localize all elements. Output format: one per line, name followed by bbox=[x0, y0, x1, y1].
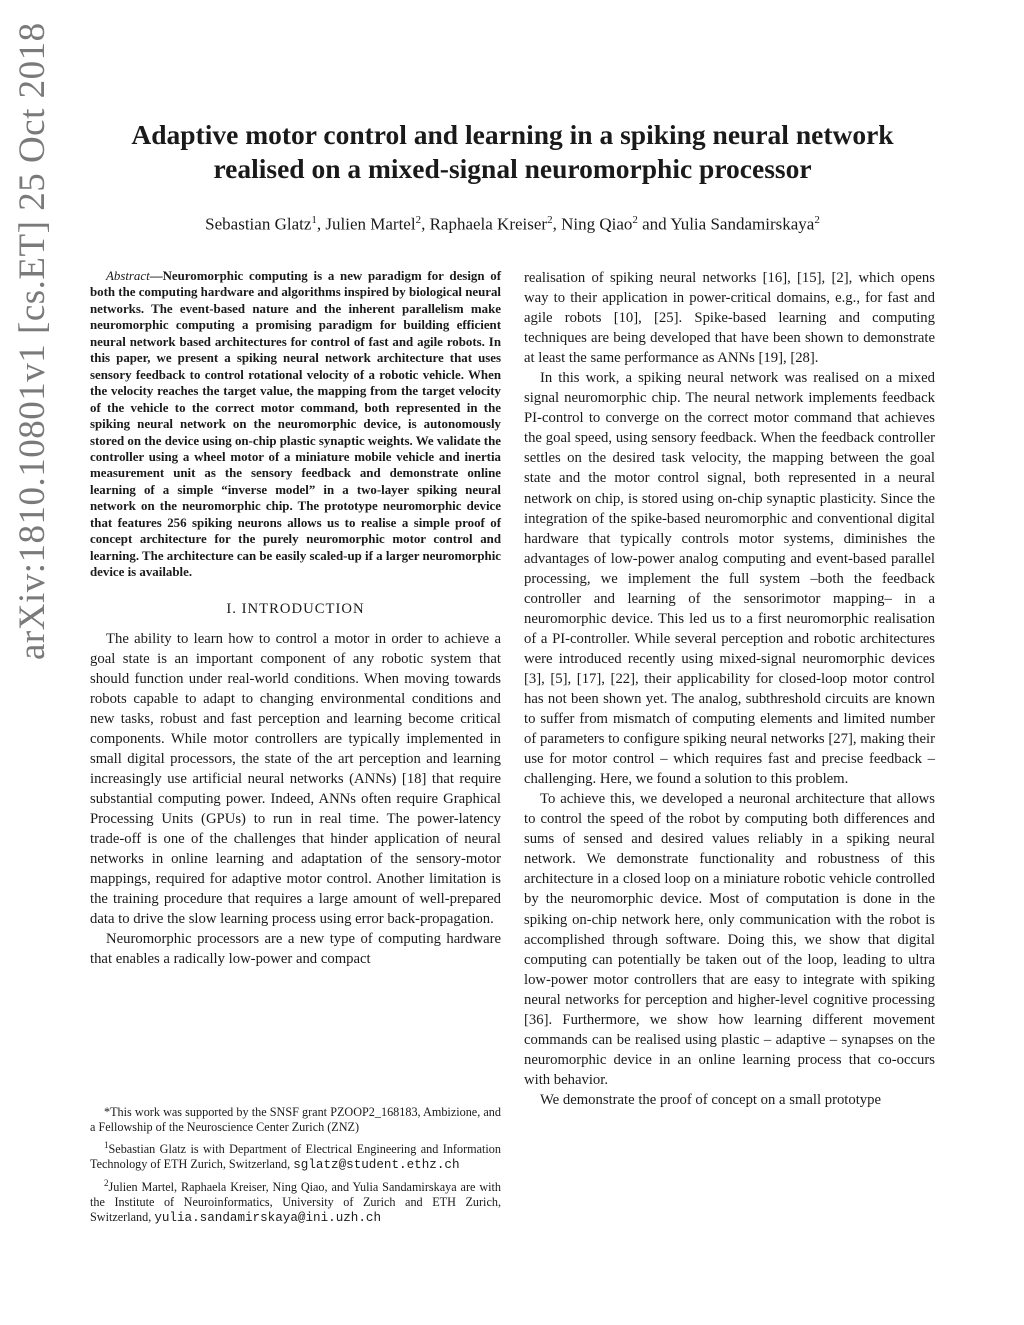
affiliation-mark: 2 bbox=[632, 214, 638, 226]
right-column bbox=[524, 268, 935, 1110]
author-separator: and bbox=[637, 214, 671, 234]
body-paragraph: Neuromorphic processors are a new type of computing hardware that enables a radically low-power and compact bbox=[90, 931, 501, 968]
footnote-mark: 2 bbox=[104, 1178, 109, 1189]
author-name: Ning Qiao bbox=[561, 214, 633, 234]
author-name: Raphaela Kreiser bbox=[429, 214, 548, 234]
affiliation-mark: 1 bbox=[311, 214, 317, 226]
left-column bbox=[90, 268, 501, 969]
body-paragraph: realisation of spiking neural networks [16], [15], [2], which opens way to their application in power-critical domains, e.g., for fast and agile robots [10], [25]. Spike-based learning and computing techniques are being developed that have been shown to demonstrate at least the same performance as ANNs [19], [28]. bbox=[524, 270, 935, 367]
affiliation-mark: 2 bbox=[547, 214, 553, 226]
body-paragraph: The ability to learn how to control a motor in order to achieve a goal state is an important component of any robotic system that should function under real-world conditions. When moving towards robots capable to adapt to changing environmental conditions and new tasks, robust and fast perception and learning become critical components. While motor controllers are typically implemented in small digital processors, the state of the art perception and learning increasingly use artificial neural networks (ANNs) [18] that require substantial computing power. Indeed, ANNs often require Graphical Processing Units (GPUs) to run in real time. The power-latency trade-off is one of the challenges that hinder application of neural networks in online learning and adaptation of the sensory-motor mappings, required for adaptive motor control. Another limitation is the training procedure that requires a large amount of well-prepared data to drive the slow learning process using error back-propagation. bbox=[90, 630, 501, 928]
footnote-text: Julien Martel, Raphaela Kreiser, Ning Qiao, and Yulia Sandamirskaya are with the Institute of Neuroinformatics, University of Zurich and ETH Zurich, Switzerland, bbox=[90, 1180, 501, 1225]
section-heading-introduction: I. INTRODUCTION bbox=[226, 600, 365, 617]
affiliation-mark: 2 bbox=[415, 214, 422, 226]
body-paragraph: We demonstrate the proof of concept on a small prototype bbox=[540, 1091, 882, 1108]
footnote-funding: *This work was supported by the SNSF grant PZOOP2_168183, Ambizione, and a Fellowship of the Neuroscience Center Zurich (ZNZ) bbox=[90, 1105, 501, 1134]
author-name: Yulia Sandamirskaya bbox=[670, 214, 815, 234]
footnote-affiliation-1 bbox=[90, 1138, 501, 1173]
affiliation-mark: 2 bbox=[814, 214, 820, 226]
footnote-text: Sebastian Glatz is with Department of Electrical Engineering and Information Technology of ETH Zurich, Switzerland, bbox=[90, 1142, 501, 1172]
abstract bbox=[90, 268, 501, 581]
author-separator: , bbox=[421, 214, 430, 234]
author-separator: , bbox=[552, 214, 562, 234]
author-name: Sebastian Glatz bbox=[205, 214, 312, 234]
abstract-text: Neuromorphic computing is a new paradigm for design of both the computing hardware and algorithms inspired by biological neural networks. The event-based nature and the inherent parallelism make neuromorphic computing a promising paradigm for building efficient neural network based architectures for control of fast and agile robots. In this paper, we present a spiking neural network architecture that uses sensory feedback to control rotational velocity of a robotic vehicle. When the velocity reaches the target value, the mapping from the target velocity of the vehicle to the correct motor command, both represented in the spiking neural network on the neuromorphic device, is autonomously stored on the device using on-chip plastic synaptic weights. We validate the controller using a wheel motor of a miniature mobile vehicle and inertia measurement unit as the sensory feedback and demonstrate online learning of a simple “inverse model” in a two-layer spiking neural network on the neuromorphic chip. The prototype neuromorphic device that features 256 spiking neurons allows us to realise a simple proof of concept architecture for the purely neuromorphic motor control and learning. The architecture can be easily scaled-up if a larger neuromorphic device is available. bbox=[90, 269, 502, 580]
body-paragraph: To achieve this, we developed a neuronal architecture that allows to control the speed of the robot by computing both differences and sums of sensed and desired values reliably in a spiking neural network. We demonstrate functionality and robustness of this architecture in a closed loop on a miniature robotic vehicle controlled by the neuromorphic device. Most of computation is done in the spiking on-chip network here, only communication with the robot is accomplished through software. Doing this, we show that digital computing can potentially be taken out of the loop, leading to ultra low-power motor controllers that are easy to integrate with spiking neural networks for perception and higher-level cognitive processing [36]. Furthermore, we show how learning different movement commands can be realised using plastic – adaptive – synapses on the neuromorphic device in an online learning process that co-occurs with behavior. bbox=[524, 791, 935, 1088]
paper-title: Adaptive motor control and learning in a spiking neural network realised on a mixed-signal neuromorphic processor bbox=[131, 119, 894, 184]
email-address: yulia.sandamirskaya@ini.uzh.ch bbox=[154, 1211, 382, 1226]
arxiv-identifier-stamp: arXiv:1810.10801v1 [cs.ET] 25 Oct 2018 bbox=[12, 22, 53, 660]
author-separator: , bbox=[316, 214, 326, 234]
footnote-mark: 1 bbox=[104, 1140, 109, 1150]
footnote-affiliation-2 bbox=[90, 1176, 501, 1226]
body-paragraph: In this work, a spiking neural network was realised on a mixed signal neuromorphic chip. The neural network implements feedback PI-control to converge on the correct motor command that achieves the goal speed, using sensory feedback. When the feedback controller settles on the desired task velocity, the mapping between the goal state and the motor control signal, both represented in a neural network on chip, is stored using on-chip synaptic plasticity. Since the integration of the spike-based neuromorphic and conventional digital hardware that typically controls motor systems, diminishes the advantages of low-power analog computing and event-based parallel processing, we implement the full system –both the feedback controller and learning of the sensorimotor mapping– in a neuromorphic device. This led us to a first neuromorphic realisation of a PI-controller. While several perception and robotic architectures were introduced recently using mixed-signal neuromorphic devices [3], [5], [17], [22], their applicability for closed-loop motor control has not been shown yet. The analog, subthreshold circuits are known to suffer from mismatch of computing elements and limited number of parameters to configure spiking neural networks [27], making their use for motor control – which requires fast and precise feedback – challenging. Here, we found a solution to this problem. bbox=[524, 370, 935, 788]
footnotes bbox=[90, 1105, 501, 1229]
author-list bbox=[90, 209, 935, 236]
email-address: sglatz@student.ethz.ch bbox=[293, 1158, 460, 1173]
author-name: Julien Martel bbox=[325, 214, 416, 234]
abstract-dash: — bbox=[149, 269, 163, 283]
abstract-label: Abstract bbox=[106, 269, 150, 283]
